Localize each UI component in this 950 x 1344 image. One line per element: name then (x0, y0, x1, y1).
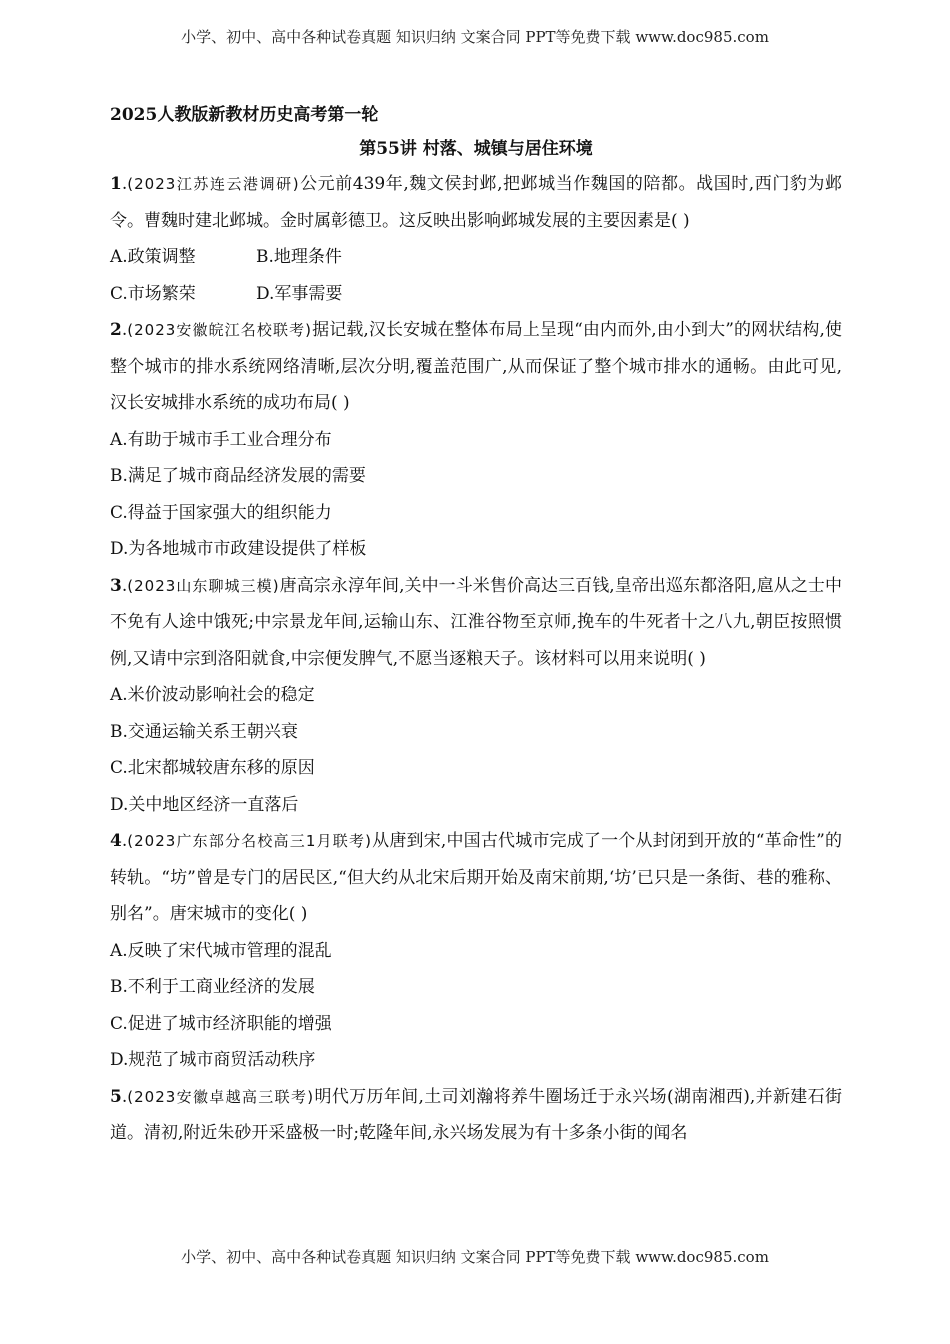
option-row (110, 276, 842, 313)
question-text: 公元前439年,魏文侯封邺,把邺城当作魏国的陪都。战国时,西门豹为邺令。曹魏时建北邺城。金时属彰德卫。这反映出影响邺城发展的主要因素是( ) (110, 174, 842, 231)
question-source: (2023安徽皖江名校联考) (127, 321, 313, 339)
option-b: B.地理条件 (256, 247, 342, 267)
question-stem: 1.(2023江苏连云港调研)公元前439年,魏文侯封邺,把邺城当作魏国的陪都。战国时,西门豹为邺令。曹魏时建北邺城。金时属彰德卫。这反映出影响邺城发展的主要因素是( ) (110, 174, 842, 231)
option-d: D.军事需要 (256, 283, 343, 304)
question-stem: 4.(2023广东部分名校高三1月联考)从唐到宋,中国古代城市完成了一个从封闭到开放的“革命性”的转轨。“坊”曾是专门的居民区,“但大约从北宋后期开始及南宋前期,‘坊’已只是一条街、巷的雅称、别名”。唐宋城市的变化( ) (110, 831, 842, 924)
option-a: A.政策调整 (110, 247, 196, 267)
question-source: (2023安徽卓越高三联考) (127, 1087, 315, 1106)
option-b: B.不利于工商业经济的发展 (110, 977, 315, 997)
question-number: 3 (110, 575, 122, 596)
page-footer: 小学、初中、高中各种试卷真题 知识归纳 文案合同 PPT等免费下载 www.doc985.com (181, 1248, 769, 1266)
document-body (110, 100, 842, 1152)
question-source: (2023山东聊城三模) (127, 576, 280, 595)
question-stem: 5.(2023安徽卓越高三联考)明代万历年间,土司刘瀚将养牛圈场迁于永兴场(湖南湘西),并新建石街道。清初,附近朱砂开采盛极一时;乾隆年间,永兴场发展为有十多条小街的闻名 (110, 1086, 842, 1143)
option-c: C.得益于国家强大的组织能力 (110, 502, 332, 523)
question-stem: 3.(2023山东聊城三模)唐高宗永淳年间,关中一斗米售价高达三百钱,皇帝出巡东都洛阳,扈从之士中不免有人途中饿死;中宗景龙年间,运输山东、江淮谷物至京师,挽车的牛死者十之八九,朝臣按照惯例,又请中宗到洛阳就食,中宗便发脾气,不愿当逐粮天子。该材料可以用来说明( ) (110, 575, 842, 669)
option-c: C.北宋都城较唐东移的原因 (110, 758, 315, 778)
option-d: D.为各地城市市政建设提供了样板 (110, 539, 367, 559)
question-3 (110, 568, 842, 824)
question-text: 据记载,汉长安城在整体布局上呈现“由内而外,由小到大”的网状结构,使整个城市的排水系统网络清晰,层次分明,覆盖范围广,从而保证了整个城市排水的通畅。由此可见,汉长安城排水系统的成功布局( ) (110, 320, 842, 413)
option-b: B.交通运输关系王朝兴衰 (110, 721, 298, 742)
question-1 (110, 166, 842, 312)
option-a: A.反映了宋代城市管理的混乱 (110, 940, 332, 961)
lecture-title: 第55讲 村落、城镇与居住环境 (359, 139, 593, 159)
question-number: 4 (110, 831, 122, 851)
question-number: 1 (110, 174, 122, 194)
question-2 (110, 312, 842, 568)
question-number: 5 (110, 1086, 122, 1107)
question-4 (110, 823, 842, 1079)
option-c: C.促进了城市经济职能的增强 (110, 1013, 332, 1034)
question-5 (110, 1079, 842, 1152)
document-title: 2025人教版新教材历史高考第一轮 (110, 105, 379, 125)
question-text: 明代万历年间,土司刘瀚将养牛圈场迁于永兴场(湖南湘西),并新建石街道。清初,附近朱砂开采盛极一时;乾隆年间,永兴场发展为有十多条小街的闻名 (110, 1086, 842, 1143)
question-text: 唐高宗永淳年间,关中一斗米售价高达三百钱,皇帝出巡东都洛阳,扈从之士中不免有人途中饿死;中宗景龙年间,运输山东、江淮谷物至京师,挽车的牛死者十之八九,朝臣按照惯例,又请中宗到洛阳就食,中宗便发脾气,不愿当逐粮天子。该材料可以用来说明( ) (110, 575, 842, 669)
option-a: A.米价波动影响社会的稳定 (110, 685, 315, 705)
option-d: D.关中地区经济一直落后 (110, 794, 299, 815)
option-row (110, 239, 842, 276)
option-b: B.满足了城市商品经济发展的需要 (110, 466, 366, 486)
question-text: 从唐到宋,中国古代城市完成了一个从封闭到开放的“革命性”的转轨。“坊”曾是专门的居民区,“但大约从北宋后期开始及南宋前期,‘坊’已只是一条街、巷的雅称、别名”。唐宋城市的变化( ) (110, 831, 842, 924)
question-stem: 2.(2023安徽皖江名校联考)据记载,汉长安城在整体布局上呈现“由内而外,由小到大”的网状结构,使整个城市的排水系统网络清晰,层次分明,覆盖范围广,从而保证了整个城市排水的通畅。由此可见,汉长安城排水系统的成功布局( ) (110, 320, 842, 413)
option-d: D.规范了城市商贸活动秩序 (110, 1050, 316, 1070)
option-c: C.市场繁荣 (110, 283, 196, 304)
question-source: (2023广东部分名校高三1月联考) (127, 832, 372, 850)
question-number: 2 (110, 320, 122, 340)
question-source: (2023江苏连云港调研) (127, 175, 300, 193)
page-header: 小学、初中、高中各种试卷真题 知识归纳 文案合同 PPT等免费下载 www.doc985.com (181, 28, 769, 46)
option-a: A.有助于城市手工业合理分布 (110, 429, 332, 450)
